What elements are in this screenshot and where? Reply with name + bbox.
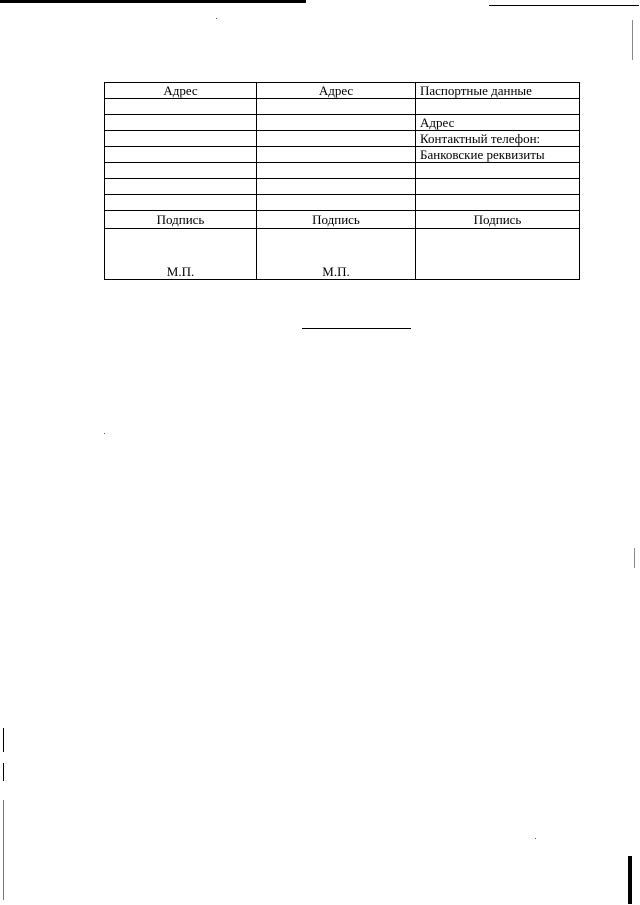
scan-speck — [535, 838, 536, 839]
table-cell — [105, 179, 257, 195]
table-cell — [416, 195, 580, 211]
table-row — [105, 99, 580, 115]
stamp-cell-1 — [105, 229, 257, 280]
header-cell-passport: Паспортные данные — [416, 83, 580, 99]
scan-edge-left-lower — [3, 728, 4, 752]
table-row — [105, 195, 580, 211]
bank-details-label: Банковские реквизиты — [416, 147, 580, 163]
stamp-cell-2 — [257, 229, 416, 280]
scan-edge-top-right — [489, 5, 639, 6]
table-cell — [257, 99, 416, 115]
table-cell — [257, 131, 416, 147]
stamp-label-2: М.П. — [322, 264, 350, 279]
stamp-label-1: М.П. — [166, 264, 195, 279]
stamp-cell-3 — [416, 229, 580, 280]
scan-edge-right-mid — [634, 548, 635, 568]
table-cell — [105, 163, 257, 179]
table-row — [105, 163, 580, 179]
signature-row — [105, 211, 580, 229]
signature-label-2: Подпись — [257, 211, 416, 229]
table-cell — [416, 179, 580, 195]
signature-label-3: Подпись — [416, 211, 580, 229]
table-cell — [257, 195, 416, 211]
table-cell — [105, 131, 257, 147]
table-row — [105, 147, 580, 163]
table-cell — [105, 99, 257, 115]
table-cell — [105, 115, 257, 131]
table-cell — [257, 147, 416, 163]
table-cell — [105, 195, 257, 211]
scan-edge-left-bottom — [3, 800, 4, 900]
requisites-table — [104, 82, 580, 280]
table-cell — [257, 179, 416, 195]
table-cell — [257, 115, 416, 131]
table-row — [105, 115, 580, 131]
scan-edge-right-upper — [632, 20, 633, 60]
table-header-row — [105, 83, 580, 99]
table-cell — [105, 147, 257, 163]
stamp-row — [105, 229, 580, 280]
table-cell — [416, 99, 580, 115]
signature-label-1: Подпись — [105, 211, 257, 229]
header-cell-address-2: Адрес — [257, 83, 416, 99]
scan-speck — [216, 18, 217, 19]
end-of-document-divider — [302, 328, 411, 329]
table-row — [105, 179, 580, 195]
table-cell — [257, 163, 416, 179]
address-label: Адрес — [416, 115, 580, 131]
header-cell-address-1: Адрес — [105, 83, 257, 99]
scan-edge-right-bottom — [628, 856, 632, 904]
scan-edge-left-lower2 — [3, 763, 4, 781]
scan-edge-top-left — [0, 0, 306, 3]
table-cell — [416, 163, 580, 179]
phone-label: Контактный телефон: — [416, 131, 580, 147]
scan-speck — [104, 433, 105, 434]
table-row — [105, 131, 580, 147]
